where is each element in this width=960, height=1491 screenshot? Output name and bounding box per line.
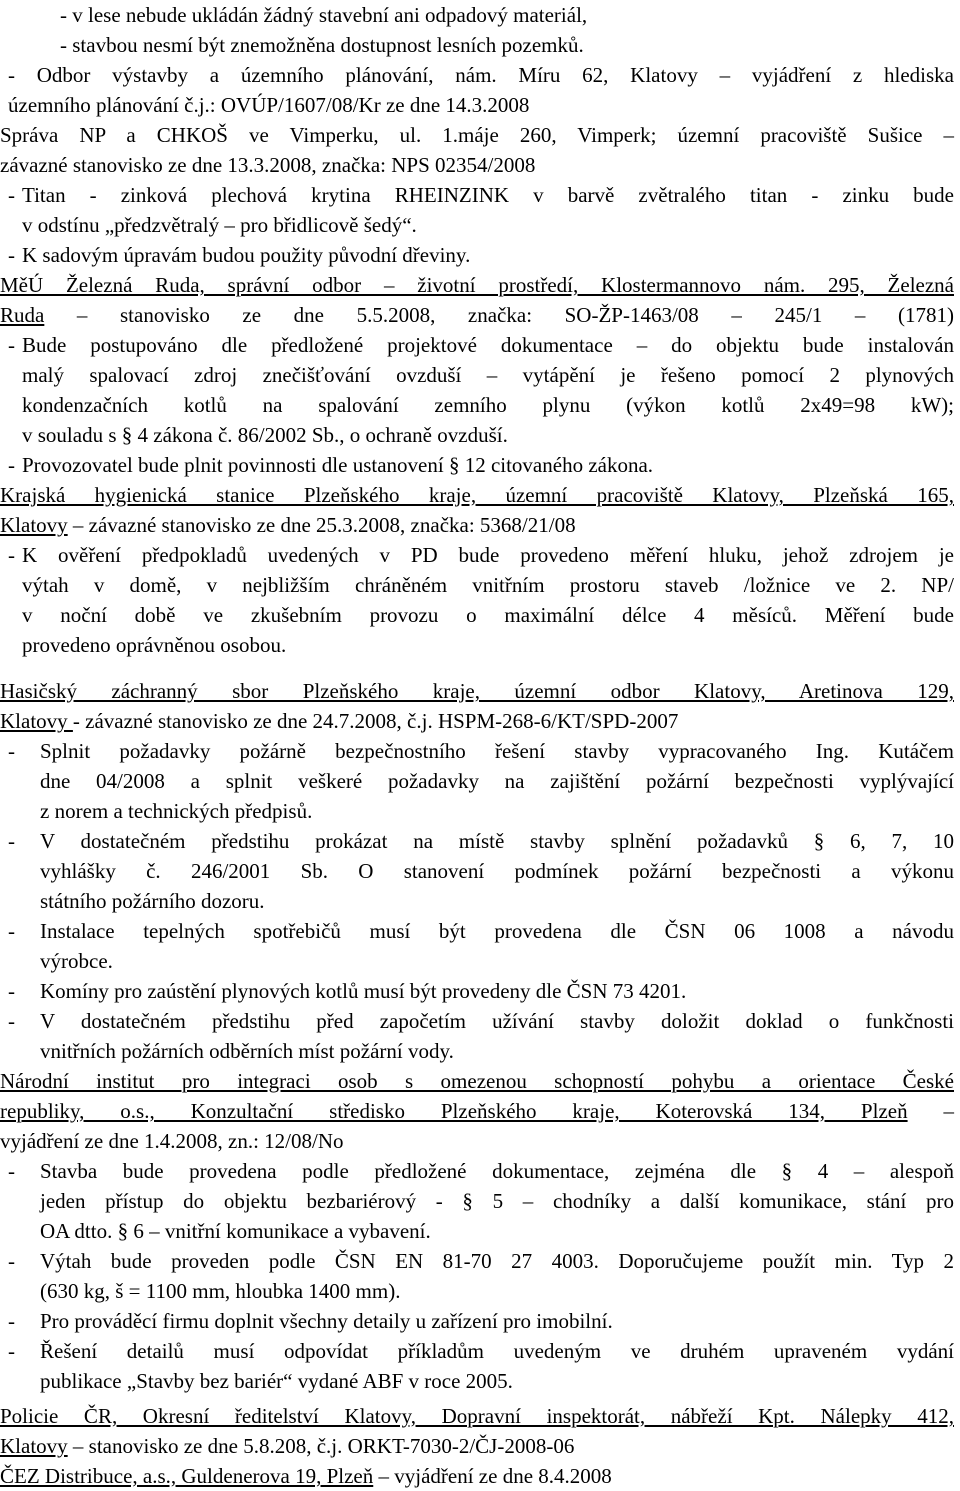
text: – závazné stanovisko ze dne 25.3.2008, značka: 5368/21/08 xyxy=(67,513,576,537)
text: výtah v domě, v nejbližším chráněném vnitřním prostoru staveb /ložnice ve 2. NP/ xyxy=(22,573,954,597)
text: MěÚ Železná Ruda, správní odbor – životní prostředí, Klostermannovo nám. 295, Železná xyxy=(0,273,954,297)
dash: - xyxy=(8,543,15,567)
text: Stavba bude provedena podle předložené dokumentace, zejména dle § 4 – alespoň xyxy=(40,1159,954,1183)
text: Hasičský záchranný sbor Plzeňského kraje, územní odbor Klatovy, Aretinova 129, xyxy=(0,679,954,703)
bullet-continuation xyxy=(40,886,265,916)
text: Výtah bude proveden podle ČSN EN 81-70 27 4003. Doporučujeme použít min. Typ 2 xyxy=(40,1249,954,1273)
bullet-item xyxy=(0,916,954,946)
bullet-continuation xyxy=(22,570,954,600)
dash: - xyxy=(8,243,15,267)
bullet-item xyxy=(0,1246,954,1276)
dash: - xyxy=(8,183,15,207)
text: výrobce. xyxy=(40,949,113,973)
section-heading xyxy=(0,150,535,180)
text: vyhlášky č. 246/2001 Sb. O stanovení podmínek požární bezpečnosti a výkonu xyxy=(40,859,954,883)
bullet-item xyxy=(0,826,954,856)
org-name: Klatovy xyxy=(0,513,68,537)
text: Splnit požadavky požárně bezpečnostního řešení stavby vypracovaného Ing. Kutáčem xyxy=(40,739,954,763)
text: – vyjádření ze dne 8.4.2008 xyxy=(373,1464,612,1488)
text: kondenzačních kotlů na spalování zemního plynu (výkon kotlů 2x49=98 kW); xyxy=(22,393,954,417)
section-heading xyxy=(0,706,678,736)
text: vyjádření ze dne 1.4.2008, zn.: 12/08/No xyxy=(0,1129,344,1153)
section-heading xyxy=(0,270,954,300)
bullet-continuation xyxy=(40,1036,454,1066)
text: (630 kg, š = 1100 mm, hloubka 1400 mm). xyxy=(40,1279,401,1303)
text: – stanovisko ze dne 5.8.208, č.j. ORKT-7030-2/ČJ-2008-06 xyxy=(67,1434,575,1458)
text: – stanovisko ze dne 5.5.2008, značka: SO-ŽP-1463/08 – 245/1 – (1781) xyxy=(44,303,954,327)
section-heading xyxy=(0,510,576,540)
text: – xyxy=(907,1099,954,1123)
text: V dostatečném předstihu před započetím užívání stavby doložit doklad o funkčnosti xyxy=(40,1009,954,1033)
org-name: ČEZ Distribuce, a.s., Guldenerova 19, Plzeň xyxy=(0,1464,374,1488)
text: K sadovým úpravám budou použity původní dřeviny. xyxy=(22,243,471,267)
bullet-continuation xyxy=(40,766,954,796)
section-heading xyxy=(0,300,954,330)
text: závazné stanovisko ze dne 13.3.2008, značka: NPS 02354/2008 xyxy=(0,153,536,177)
text: - Odbor výstavby a územního plánování, nám. Míru 62, Klatovy – vyjádření z hlediska xyxy=(8,63,954,87)
section-heading xyxy=(0,676,954,706)
bullet-continuation xyxy=(40,946,113,976)
dash: - xyxy=(8,1159,15,1183)
text: v odstínu „předzvětralý – pro břidlicově šedý“. xyxy=(22,213,417,237)
bullet-item xyxy=(0,1336,954,1366)
dash: - xyxy=(8,1009,15,1033)
text: Řešení detailů musí odpovídat příkladům uvedeným ve druhém upraveném vydání xyxy=(40,1339,954,1363)
bullet-line xyxy=(60,30,584,60)
text: Správa NP a CHKOŠ ve Vimperku, ul. 1.máje 260, Vimperk; územní pracoviště Sušice – xyxy=(0,123,954,147)
org-name: Klatovy xyxy=(0,1434,68,1458)
section-heading xyxy=(0,1461,612,1491)
text: K ověření předpokladů uvedených v PD bude provedeno měření hluku, jehož zdrojem je xyxy=(22,543,954,567)
bullet-continuation xyxy=(22,360,954,390)
section-heading xyxy=(0,480,954,510)
bullet-item xyxy=(0,330,954,360)
section-heading xyxy=(0,1126,344,1156)
text: Národní institut pro integraci osob s omezenou schopností pohybu a orientace České xyxy=(0,1069,954,1093)
text: Titan - zinková plechová krytina RHEINZINK v barvě zvětralého titan - zinku bude xyxy=(22,183,954,207)
bullet-item xyxy=(0,736,954,766)
text: vnitřních požárních odběrních míst požární vody. xyxy=(40,1039,454,1063)
bullet-item xyxy=(0,1006,954,1036)
section-heading xyxy=(0,1066,954,1096)
bullet-continuation xyxy=(40,1216,431,1246)
dash: - xyxy=(8,739,15,763)
org-name: Ruda xyxy=(0,303,45,327)
section-heading xyxy=(0,120,954,150)
bullet-continuation xyxy=(22,420,508,450)
section-line xyxy=(8,60,954,90)
org-name: Klatovy xyxy=(0,709,73,733)
text: Provozovatel bude plnit povinnosti dle ustanovení § 12 citovaného zákona. xyxy=(22,453,654,477)
text: - v lese nebude ukládán žádný stavební ani odpadový materiál, xyxy=(60,3,588,27)
section-line xyxy=(8,90,529,120)
bullet-continuation xyxy=(40,1186,954,1216)
text: v noční době ve zkušebním provozu o maximální délce 4 měsíců. Měření bude xyxy=(22,603,954,627)
bullet-continuation xyxy=(22,390,954,420)
dash: - xyxy=(8,1339,15,1363)
org-name: republiky, o.s., Konzultační středisko Plzeňského kraje, Koterovská 134, Plzeň xyxy=(0,1099,908,1123)
bullet-continuation xyxy=(40,1276,400,1306)
dash: - xyxy=(8,829,15,853)
text: v souladu s § 4 zákona č. 86/2002 Sb., o ochraně ovzduší. xyxy=(22,423,508,447)
text: OA dtto. § 6 – vnitřní komunikace a vybavení. xyxy=(40,1219,431,1243)
text: dne 04/2008 a splnit veškeré požadavky na zajištění požární bezpečnosti vyplývající xyxy=(40,769,954,793)
dash: - xyxy=(8,919,15,943)
text: Krajská hygienická stanice Plzeňského kraje, územní pracoviště Klatovy, Plzeňská 165, xyxy=(0,483,954,507)
bullet-continuation xyxy=(22,630,286,660)
text: jeden přístup do objektu bezbariérový - § 5 – chodníky a další komunikace, stání pro xyxy=(40,1189,954,1213)
dash: - xyxy=(8,453,15,477)
text: Policie ČR, Okresní ředitelství Klatovy, Dopravní inspektorát, nábřeží Kpt. Nálepky 412, xyxy=(0,1404,954,1428)
bullet-continuation xyxy=(40,856,954,886)
text: z norem a technických předpisů. xyxy=(40,799,313,823)
section-heading xyxy=(0,1096,954,1126)
dash: - xyxy=(8,1309,15,1333)
text: - stavbou nesmí být znemožněna dostupnost lesních pozemků. xyxy=(60,33,584,57)
text: - závazné stanovisko ze dne 24.7.2008, č.j. HSPM-268-6/KT/SPD-2007 xyxy=(72,709,679,733)
bullet-continuation xyxy=(22,600,954,630)
text: publikace „Stavby bez bariér“ vydané ABF v roce 2005. xyxy=(40,1369,513,1393)
text: Instalace tepelných spotřebičů musí být provedena dle ČSN 06 1008 a návodu xyxy=(40,919,954,943)
bullet-item xyxy=(0,180,954,210)
dash: - xyxy=(8,1249,15,1273)
dash: - xyxy=(8,333,15,357)
text: malý spalovací zdroj znečišťování ovzduší – vytápění je řešeno pomocí 2 plynových xyxy=(22,363,954,387)
text: provedeno oprávněnou osobou. xyxy=(22,633,287,657)
text: státního požárního dozoru. xyxy=(40,889,265,913)
text: Pro prováděcí firmu doplnit všechny detaily u zařízení pro imobilní. xyxy=(40,1309,613,1333)
section-heading xyxy=(0,1401,954,1431)
section-heading xyxy=(0,1431,574,1461)
dash: - xyxy=(8,979,15,1003)
text: Komíny pro zaústění plynových kotlů musí být provedeny dle ČSN 73 4201. xyxy=(40,979,687,1003)
bullet-item xyxy=(0,1156,954,1186)
bullet-item xyxy=(0,540,954,570)
bullet-continuation xyxy=(40,1366,513,1396)
text: územního plánování č.j.: OVÚP/1607/08/Kr ze dne 14.3.2008 xyxy=(8,93,530,117)
bullet-continuation xyxy=(22,210,417,240)
text: Bude postupováno dle předložené projektové dokumentace – do objektu bude instalován xyxy=(22,333,954,357)
text: V dostatečném předstihu prokázat na místě stavby splnění požadavků § 6, 7, 10 xyxy=(40,829,954,853)
bullet-line xyxy=(60,0,587,30)
bullet-continuation xyxy=(40,796,312,826)
